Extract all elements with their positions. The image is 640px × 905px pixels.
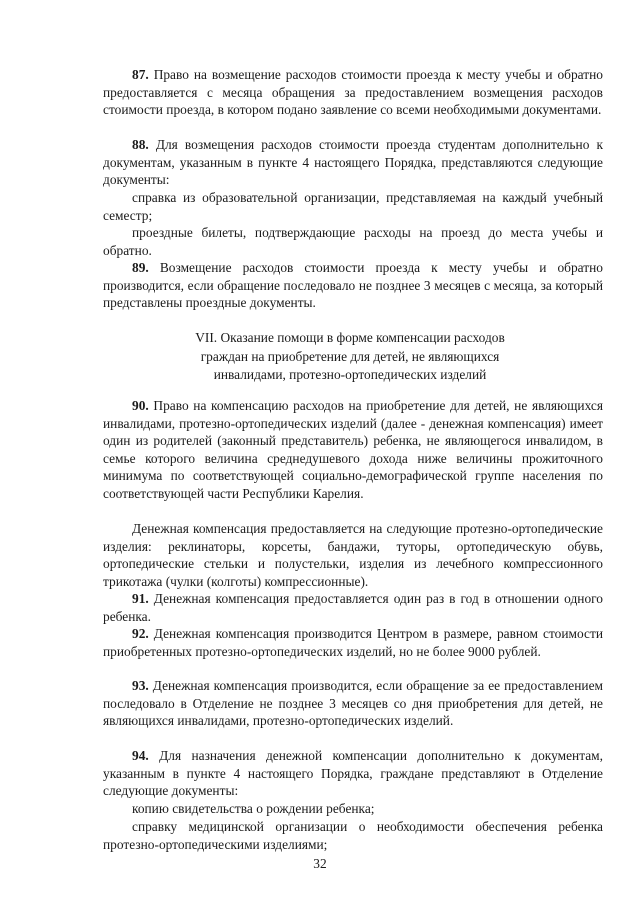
clause-number: 89. [132, 260, 149, 275]
clause-text: Для возмещения расходов стоимости проезда студентам дополнительно к документам, указанным в пункте 4 настоящего Порядка, представляются следующие документы: [103, 137, 603, 188]
clause-number: 92. [132, 626, 149, 641]
list-item: справка из образовательной организации, представляемая на каждый учебный семестр; [103, 190, 603, 223]
clause-text: Денежная компенсация производится, если обращение за ее предоставлением последовало в Отделение не позднее 3 месяцев со дня приобретения для детей, не являющихся инвалидами, протезно-ортопедических изделий. [103, 678, 603, 729]
section-heading-line: инвалидами, протезно-ортопедических изделий [213, 367, 487, 382]
paragraph-88 [103, 136, 603, 189]
paragraph-93 [103, 677, 603, 730]
clause-text: Денежная компенсация предоставляется один раз в год в отношении одного ребенка. [103, 591, 603, 624]
page-number: 32 [313, 856, 327, 871]
clause-number: 94. [132, 748, 149, 763]
clause-number: 88. [132, 137, 149, 152]
clause-text: Возмещение расходов стоимости проезда к месту учебы и обратно производится, если обращение последовало не позднее 3 месяцев с месяца, за который представлены проездные документы. [103, 260, 603, 311]
paragraph-94 [103, 747, 603, 800]
clause-text: Право на компенсацию расходов на приобретение для детей, не являющихся инвалидами, протезно-ортопедических изделий (далее - денежная компенсация) имеет один из родителей (законный представитель) ребенка, не являющегося инвалидом, в семье которого величина среднедушевого дохода ниже величины прожиточного минимума по соответствующей социально-демографической группе населения по соответствующей части Республики Карелия. [103, 398, 603, 501]
paragraph-89 [103, 259, 603, 312]
clause-number: 93. [132, 678, 149, 693]
paragraph-87 [103, 66, 603, 119]
clause-text: Денежная компенсация производится Центром в размере, равном стоимости приобретенных протезно-ортопедических изделий, но не более 9000 рублей. [103, 626, 603, 659]
section-heading-line: граждан на приобретение для детей, не являющихся [200, 348, 500, 364]
paragraph-90-continuation: Денежная компенсация предоставляется на следующие протезно-ортопедические изделия: реклинаторы, корсеты, бандажи, туторы, ортопедическую обувь, ортопедические стельки и полустельки, изделия из лечебного компрессионного трикотажа (чулки (колготы) компрессионные). [103, 521, 603, 589]
paragraph-91 [103, 590, 603, 625]
clause-text: Право на возмещение расходов стоимости проезда к месту учебы и обратно предоставляется с месяца обращения за предоставлением возмещения расходов стоимости проезда, в котором подано заявление со всеми необходимыми документами. [103, 67, 603, 118]
list-item: проездные билеты, подтверждающие расходы на проезд до места учебы и обратно. [103, 225, 603, 258]
section-heading-line: VII. Оказание помощи в форме компенсации расходов [195, 330, 505, 345]
clause-number: 87. [132, 67, 149, 82]
list-item: справку медицинской организации о необходимости обеспечения ребенка протезно-ортопедическими изделиями; [103, 819, 603, 852]
section-heading [140, 329, 560, 385]
paragraph-92 [103, 625, 603, 660]
clause-text: Для назначения денежной компенсации дополнительно к документам, указанным в пункте 4 настоящего Порядка, граждане представляют в Отделение следующие документы: [103, 748, 603, 799]
paragraph-90 [103, 397, 603, 503]
clause-number: 91. [132, 591, 149, 606]
clause-number: 90. [132, 398, 149, 413]
list-item: копию свидетельства о рождении ребенка; [132, 801, 375, 816]
